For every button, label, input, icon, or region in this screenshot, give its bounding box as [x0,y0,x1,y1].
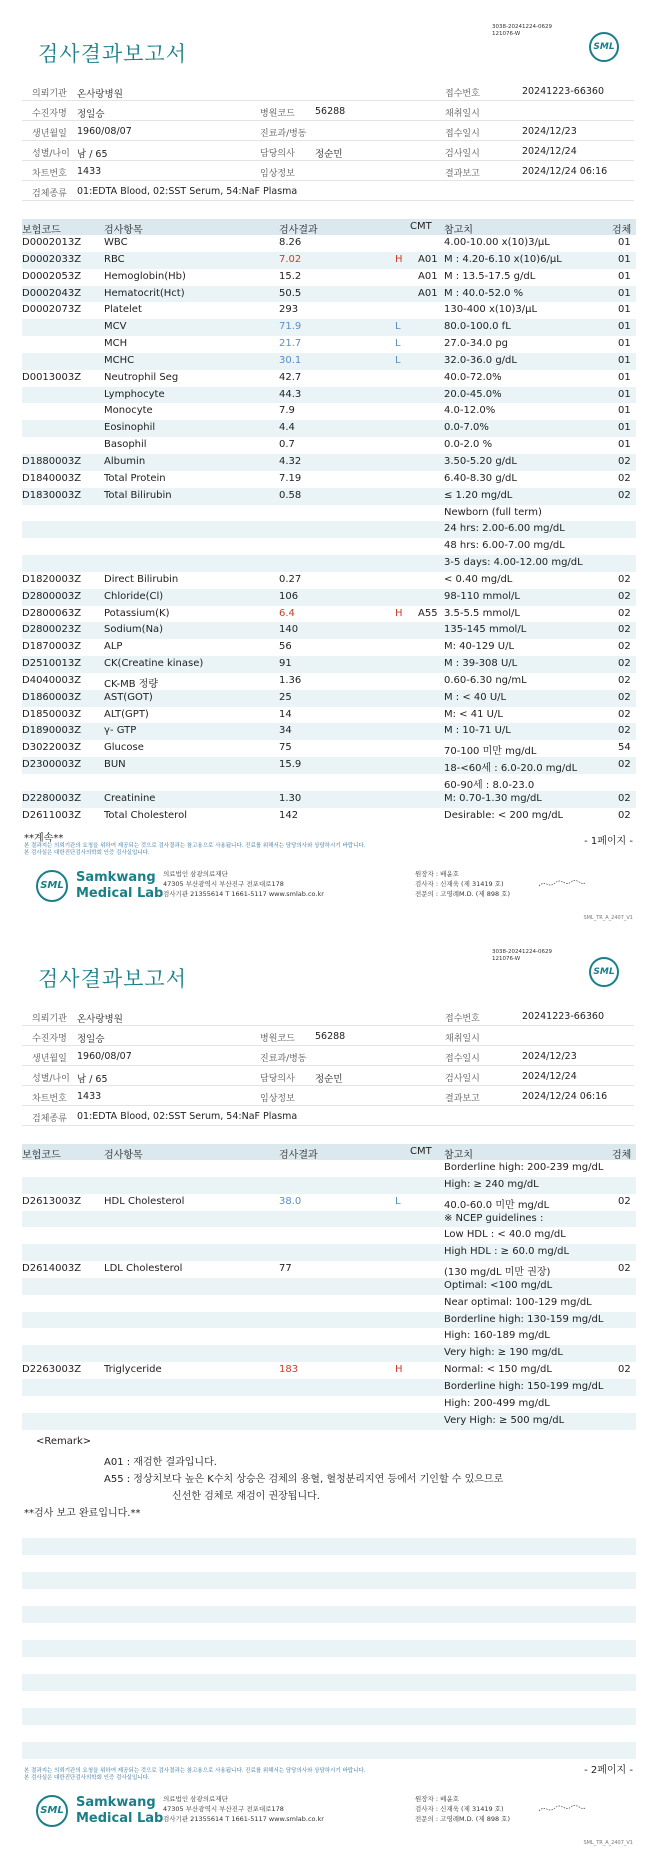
test-result: 4.4 [279,422,295,434]
reference-range: 18-<60세 : 6.0-20.0 mg/dL [444,763,578,775]
reference-range: M : 40.0-52.0 % [444,287,524,299]
reference-range: 3-5 days: 4.00-12.00 mg/dL [444,557,583,569]
insurance-code: D2280003Z [22,792,82,804]
test-result: 75 [279,742,292,754]
reference-range: Optimal: <100 mg/dL [444,1279,553,1291]
specimen-code: 02 [618,658,631,670]
test-item: WBC [104,237,128,248]
test-result: 25 [279,691,292,703]
empty-row [22,1572,636,1589]
info-row: 차트번호 1433 임상정보 결과보고 2024/12/24 06:16 [22,1086,634,1106]
insurance-code: D1860003Z [22,691,82,703]
table-row [22,606,636,623]
test-item: AST(GOT) [104,691,153,703]
table-row [22,723,636,740]
reference-range: 4.00-10.00 x(10)3/µL [444,237,550,248]
page-number: - 1페이지 - [584,836,633,847]
table-row [22,319,636,336]
insurance-code: D1820003Z [22,573,82,585]
signature-scribble-icon [537,1802,587,1816]
remark-a55: A55 : 정상치보다 높은 K수치 상승은 검체의 용혈, 혈청분리지연 등에서 기인할 수 있으므로 [104,1474,504,1485]
test-item: CK(Creatine kinase) [104,658,204,670]
specimen-code: 01 [618,405,631,417]
test-item: Glucose [104,742,144,754]
insurance-code: D0002013Z [22,237,82,248]
report-title: 검사결과보고서 [38,42,188,66]
institution-value: 온사랑병원 [77,89,123,100]
reference-range: High: ≥ 240 mg/dL [444,1178,539,1190]
test-item: ALP [104,641,123,653]
specimen-code: 02 [618,759,631,771]
info-row: 검체종류 01:EDTA Blood, 02:SST Serum, 54:NaF Plasma [22,181,634,201]
test-item: LDL Cholesterol [104,1263,183,1275]
test-result: 34 [279,725,292,737]
test-result: 293 [279,304,299,316]
reference-range: M : 10-71 U/L [444,725,511,737]
document-id: 3038-20241224-0629 121076-W [492,24,552,37]
reference-range: Borderline high: 200-239 mg/dL [444,1162,604,1173]
test-item: Creatinine [104,792,156,804]
lab-name: Samkwang Medical Lab [76,870,164,901]
table-row [22,488,636,505]
sml-logo-icon: SML [36,1795,68,1827]
insurance-code: D1890003Z [22,725,82,737]
insurance-code: D2800003Z [22,590,82,602]
test-item: Hematocrit(Hct) [104,287,185,299]
form-number: SML_TR_A_2407_V1 [583,1840,633,1846]
reference-range: 4.0-12.0% [444,405,496,417]
specimen-code: 02 [618,607,631,619]
specimen-code: 01 [618,304,631,316]
test-result: 7.19 [279,472,302,484]
specimen-code: 02 [618,792,631,804]
reference-range: M : 4.20-6.10 x(10)6/µL [444,253,562,265]
result-flag: H [395,1364,403,1376]
reference-range: 40.0-60.0 미만 mg/dL [444,1199,550,1211]
reference-range: 40.0-72.0% [444,371,502,383]
test-item: Platelet [104,304,142,316]
test-result: 44.3 [279,388,302,400]
remark-a55-cont: 신선한 검체로 재검이 권장됩니다. [172,1491,320,1502]
table-row [22,656,636,673]
reference-range: M : 13.5-17.5 g/dL [444,270,536,282]
info-row: 차트번호 1433 임상정보 결과보고 2024/12/24 06:16 [22,161,634,181]
test-item: MCH [104,338,128,350]
specimen-code: 02 [618,708,631,720]
reference-range: 48 hrs: 6.00-7.00 mg/dL [444,540,565,552]
notice-text: 본 결과지는 의뢰기관의 요청을 위하여 제공되는 것으로 검사결과는 참고용으로 사용됩니다. 진료를 위해서는 담당의사와 상담하시기 바랍니다. 본 검사실은 대한진단검사의학회 인증 검사실입니다. [24,1768,366,1781]
test-result: 183 [279,1364,299,1376]
reference-range: Borderline high: 130-159 mg/dL [444,1313,604,1325]
comment-code: A01 [418,253,438,265]
table-row [22,1278,636,1295]
specimen-code: 01 [618,422,631,434]
test-item: Potassium(K) [104,607,170,619]
test-result: 91 [279,658,292,670]
test-item: Total Cholesterol [104,809,187,821]
specimen-code: 01 [618,354,631,366]
reference-range: 6.40-8.30 g/dL [444,472,517,484]
reference-range: M: < 41 U/L [444,708,503,720]
test-result: 7.9 [279,405,295,417]
test-item: MCV [104,321,127,333]
report-page-2 [0,925,655,1850]
result-flag: L [395,354,401,366]
table-row [22,1328,636,1345]
test-result: 77 [279,1263,292,1275]
reference-range: 60-90세 : 8.0-23.0 [444,780,535,791]
lab-address: 의료법인 삼광의료재단 47305 부산광역시 부산진구 전포대로178 검사기관 21355614 T 1661-5117 www.smlab.co.kr [163,870,324,898]
insurance-code: D2300003Z [22,759,82,771]
reference-range: 80.0-100.0 fL [444,321,511,333]
reference-range: Very high: ≥ 190 mg/dL [444,1347,563,1359]
reference-range: Normal: < 150 mg/dL [444,1364,552,1376]
test-item: BUN [104,759,126,771]
reference-range: Desirable: < 200 mg/dL [444,809,564,821]
continued-marker: **계속** [24,833,64,844]
test-item: Total Bilirubin [104,489,172,501]
table-row [22,387,636,404]
reference-range: 135-145 mmol/L [444,624,527,636]
table-row [22,1396,636,1413]
reference-range: 0.0-2.0 % [444,439,493,451]
table-row [22,1413,636,1430]
test-result: 15.9 [279,759,302,771]
table-row [22,471,636,488]
specimen-code: 02 [618,809,631,821]
reference-range: 24 hrs: 2.00-6.00 mg/dL [444,523,565,535]
reference-range: 27.0-34.0 pg [444,338,509,350]
test-result: 140 [279,624,299,636]
footer [0,1789,655,1837]
reference-range: 0.60-6.30 ng/mL [444,674,527,686]
empty-row [22,1674,636,1691]
test-item: γ- GTP [104,725,137,737]
specimen-code: 02 [618,1364,631,1376]
table-row [22,1227,636,1244]
reference-range: Borderline high: 150-199 mg/dL [444,1380,604,1392]
specimen-code: 02 [618,472,631,484]
specimen-code: 02 [618,573,631,585]
reference-range: Low HDL : < 40.0 mg/dL [444,1229,566,1241]
specimen-code: 01 [618,287,631,299]
lab-address: 의료법인 삼광의료재단 47305 부산광역시 부산진구 전포대로178 검사기관 21355614 T 1661-5117 www.smlab.co.kr [163,1795,324,1823]
info-row: 수진자명 정일승 병원코드 56288 채취일시 [22,1026,634,1046]
specimen-code: 01 [618,388,631,400]
reference-range: M: 40-129 U/L [444,641,515,653]
table-row [22,235,636,252]
reference-range: High: 160-189 mg/dL [444,1330,550,1342]
table-row [22,791,636,808]
specimen-code: 01 [618,371,631,383]
reference-range: < 0.40 mg/dL [444,573,513,585]
table-row [22,505,636,522]
table-row [22,774,636,791]
specimen-code: 02 [618,725,631,737]
test-result: 38.0 [279,1195,302,1207]
test-result: 15.2 [279,270,302,282]
test-result: 4.32 [279,455,302,467]
empty-row [22,1742,636,1759]
reference-range: 0.0-7.0% [444,422,489,434]
table-row [22,336,636,353]
empty-row [22,1538,636,1555]
table-row [22,454,636,471]
reference-range: Very High: ≥ 500 mg/dL [444,1414,565,1426]
reference-range: 70-100 미만 mg/dL [444,746,537,758]
test-item: HDL Cholesterol [104,1195,185,1207]
insurance-code: D1830003Z [22,489,82,501]
insurance-code: D2263003Z [22,1364,82,1376]
table-row [22,1345,636,1362]
table-row [22,690,636,707]
table-row [22,437,636,454]
result-flag: L [395,338,401,350]
sml-logo-icon: SML [589,957,619,987]
test-result: 1.30 [279,792,302,804]
reference-range: High: 200-499 mg/dL [444,1397,550,1409]
table-row [22,420,636,437]
test-result: 0.58 [279,489,302,501]
reference-range: Newborn (full term) [444,506,542,518]
reference-range: 98-110 mmol/L [444,590,520,602]
results-table-header: 보험코드 검사항목 검사결과 CMT 참고치 검체 [22,219,636,235]
table-row [22,740,636,757]
comment-code: A55 [418,607,438,619]
table-row [22,673,636,690]
reference-range: 32.0-36.0 g/dL [444,354,517,366]
reception-no-value: 20241223-66360 [522,86,605,97]
table-row [22,707,636,724]
test-item: Triglyceride [104,1364,162,1376]
reference-range: ≤ 1.20 mg/dL [444,489,513,501]
table-row [22,1177,636,1194]
comment-code: A01 [418,287,438,299]
page-number: - 2페이지 - [584,1765,633,1776]
specimen-code: 02 [618,691,631,703]
test-result: 14 [279,708,292,720]
test-result: 142 [279,809,299,821]
signatures: 원장자 : 배윤호 검사자 : 신재욱 (제 31419 호) 전문의 : 고영례M.D. (제 898 호) [415,1795,510,1823]
test-result: 6.4 [279,607,295,619]
signature-scribble-icon [537,877,587,891]
insurance-code: D1880003Z [22,455,82,467]
specimen-code: 02 [618,1263,631,1275]
insurance-code: D0002033Z [22,253,82,265]
insurance-code: D3022003Z [22,742,82,754]
table-row [22,1379,636,1396]
report-title: 검사결과보고서 [38,967,188,991]
test-result: 71.9 [279,321,302,333]
report-complete: **검사 보고 완료입니다.** [24,1508,141,1519]
specimen-code: 02 [618,1195,631,1207]
table-row [22,252,636,269]
specimen-code: 02 [618,489,631,501]
result-flag: L [395,321,401,333]
test-item: Eosinophil [104,422,156,434]
table-row [22,538,636,555]
reference-range: (130 mg/dL 미만 권장) [444,1267,551,1279]
result-flag: H [395,253,403,265]
reference-range: 20.0-45.0% [444,388,502,400]
form-number: SML_TR_A_2407_V1 [583,915,633,921]
table-row [22,1194,636,1211]
comment-code: A01 [418,270,438,282]
empty-row [22,1606,636,1623]
table-row [22,1362,636,1379]
reference-range: Near optimal: 100-129 mg/dL [444,1296,592,1308]
specimen-code: 01 [618,270,631,282]
table-row [22,572,636,589]
specimen-code: 02 [618,455,631,467]
insurance-code: D2614003Z [22,1263,82,1275]
insurance-code: D0002073Z [22,304,82,316]
table-row [22,521,636,538]
specimen-code: 01 [618,439,631,451]
table-row [22,757,636,774]
table-row [22,286,636,303]
table-row [22,622,636,639]
test-item: Total Protein [104,472,166,484]
reference-range: 3.5-5.5 mmol/L [444,607,520,619]
table-row [22,1261,636,1278]
insurance-code: D2800023Z [22,624,82,636]
test-result: 1.36 [279,674,302,686]
test-item: Basophil [104,439,147,451]
specimen-code: 01 [618,338,631,350]
insurance-code: D2613003Z [22,1195,82,1207]
insurance-code: D2510013Z [22,658,82,670]
table-row [22,353,636,370]
test-item: ALT(GPT) [104,708,149,720]
results-table-header: 보험코드 검사항목 검사결과 CMT 참고치 검체 [22,1144,636,1160]
insurance-code: D0013003Z [22,371,82,383]
test-item: Albumin [104,455,146,467]
empty-row [22,1640,636,1657]
test-item: Sodium(Na) [104,624,164,636]
reference-range: 3.50-5.20 g/dL [444,455,517,467]
test-result: 50.5 [279,287,302,299]
info-row: 성별/나이 남 / 65 담당의사 정순민 검사일시 2024/12/24 [22,1066,634,1086]
specimen-code: 01 [618,321,631,333]
info-row: 수진자명 정일승 병원코드 56288 채취일시 [22,101,634,121]
empty-row [22,1708,636,1725]
table-row [22,1295,636,1312]
table-row [22,1160,636,1177]
document-id: 3038-20241224-0629 121076-W [492,949,552,962]
reference-range: M : 39-308 U/L [444,658,518,670]
table-row [22,1244,636,1261]
test-item: Chloride(Cl) [104,590,164,602]
table-row [22,555,636,572]
test-result: 7.02 [279,253,302,265]
reference-range: ※ NCEP guidelines : [444,1212,544,1224]
insurance-code: D1850003Z [22,708,82,720]
footer [0,864,655,912]
test-result: 0.27 [279,573,302,585]
test-result: 42.7 [279,371,302,383]
table-row [22,639,636,656]
info-row: 성별/나이 남 / 65 담당의사 정순민 검사일시 2024/12/24 [22,141,634,161]
specimen-code: 02 [618,641,631,653]
table-row [22,269,636,286]
insurance-code: D1840003Z [22,472,82,484]
results-table-body [22,235,636,825]
notice-text: 본 결과지는 의뢰기관의 요청을 위하여 제공되는 것으로 검사결과는 참고용으로 사용됩니다. 진료를 위해서는 담당의사와 상담하시기 바랍니다. 본 검사실은 대한진단검사의학회 인증 검사실입니다. [24,843,366,856]
result-flag: L [395,1195,401,1207]
table-row [22,808,636,825]
test-result: 56 [279,641,292,653]
test-result: 8.26 [279,237,302,248]
specimen-code: 01 [618,253,631,265]
test-result: 106 [279,590,299,602]
test-result: 0.7 [279,439,295,451]
info-row: 검체종류 01:EDTA Blood, 02:SST Serum, 54:NaF Plasma [22,1106,634,1126]
insurance-code: D1870003Z [22,641,82,653]
reference-range: M: 0.70-1.30 mg/dL [444,792,542,804]
specimen-code: 02 [618,590,631,602]
insurance-code: D0002053Z [22,270,82,282]
info-row: 의뢰기관 온사랑병원 접수번호 20241223-66360 [22,81,634,101]
table-row [22,589,636,606]
lab-name: Samkwang Medical Lab [76,1795,164,1826]
remark-title: <Remark> [36,1436,92,1447]
table-row [22,1211,636,1228]
test-item: Monocyte [104,405,153,417]
info-row: 생년월일 1960/08/07 진료과/병동 접수일시 2024/12/23 [22,1046,634,1066]
reference-range: 130-400 x(10)3/µL [444,304,538,316]
insurance-code: D4040003Z [22,674,82,686]
test-item: Hemoglobin(Hb) [104,270,186,282]
reference-range: High HDL : ≥ 60.0 mg/dL [444,1246,570,1258]
test-result: 30.1 [279,354,302,366]
signatures: 원장자 : 배윤호 검사자 : 신재욱 (제 31419 호) 전문의 : 고영례M.D. (제 898 호) [415,870,510,898]
test-result: 21.7 [279,338,302,350]
test-item: CK-MB 정량 [104,678,159,690]
reference-range: M : < 40 U/L [444,691,507,703]
test-item: MCHC [104,354,135,366]
test-item: Neutrophil Seg [104,371,179,383]
table-row [22,1312,636,1329]
result-flag: H [395,607,403,619]
specimen-code: 01 [618,237,631,248]
specimen-code: 02 [618,674,631,686]
remark-a01: A01 : 재검한 결과입니다. [104,1457,217,1468]
test-item: Direct Bilirubin [104,573,179,585]
test-item: Lymphocyte [104,388,165,400]
insurance-code: D2800063Z [22,607,82,619]
specimen-code: 54 [618,742,631,754]
test-item: RBC [104,253,125,265]
table-row [22,403,636,420]
sml-logo-icon: SML [589,32,619,62]
info-row: 의뢰기관 온사랑병원 접수번호 20241223-66360 [22,1006,634,1026]
info-row: 생년월일 1960/08/07 진료과/병동 접수일시 2024/12/23 [22,121,634,141]
sml-logo-icon: SML [36,870,68,902]
table-row [22,302,636,319]
results-table-body [22,1160,636,1430]
specimen-code: 02 [618,624,631,636]
insurance-code: D0002043Z [22,287,82,299]
insurance-code: D2611003Z [22,809,82,821]
table-row [22,370,636,387]
